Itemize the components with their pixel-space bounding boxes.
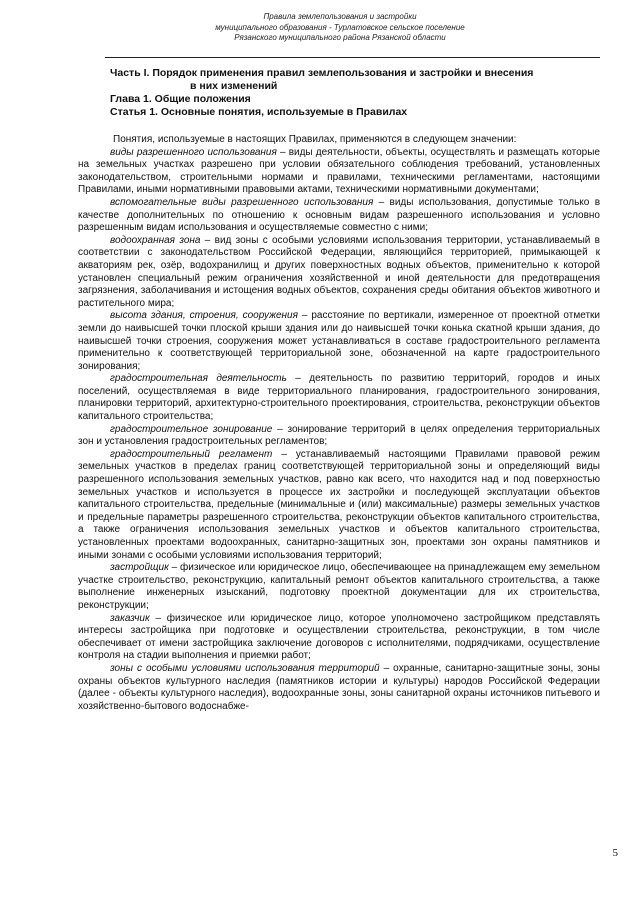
definition-text: – охранные, санитарно-защитные зоны, зоны охраны объектов культурного наследия (памятников истории и культуры) народов Российской Федерации (далее - объекты культурного наследия), водоохранные зоны, зоны санитарной охраны источников питьевого и хозяйственно-бытового водоснабже- xyxy=(78,662,600,712)
part-heading xyxy=(110,67,600,93)
definition-term: градостроительная деятельность xyxy=(110,373,287,385)
definition-text: – вид зоны с особыми условиями использования территории, устанавливаемый в соответствии с законодательством Российской Федерации, являющийся территорией, примыкающей к акваториям рек, озёр, водохранилищ и других поверхностных водных объектов, применительно к которой установлен специальный режим ограничения хозяйственной и иной деятельности для предотвращения загрязнения, заболачивания и истощения водных объектов, сохранения среды обитания объектов животного и растительного мира; xyxy=(78,234,600,309)
definition-term: высота здания, строения, сооружения xyxy=(110,310,298,322)
definition-paragraph xyxy=(78,449,600,562)
part-heading-line-1: Часть I. Порядок применения правил землепользования и застройки и внесения xyxy=(110,67,534,79)
definition-term: зоны с особыми условиями использования территорий xyxy=(110,662,380,674)
definition-term: градостроительный регламент xyxy=(110,448,273,460)
definition-term: виды разрешенного использования xyxy=(110,146,277,158)
definition-text: – расстояние по вертикали, измеренное от проектной отметки земли до наивысшей точки плоской крыши здания или до наивысшей точки конька скатной крыши здания, до наивысшей точки строения, сооружения может устанавливаться в составе градостроительного регламента применительно к соответствующей территориальной зоне, обозначенной на карте градостроительного зонирования; xyxy=(78,310,600,372)
section-headings xyxy=(110,67,600,119)
intro-paragraph: Понятия, используемые в настоящих Правилах, применяются в следующем значении: xyxy=(113,134,517,145)
part-heading-line-2: в них изменений xyxy=(190,80,278,92)
definition-term: заказчик xyxy=(110,612,150,624)
article-heading: Статья 1. Основные понятия, используемые в Правилах xyxy=(110,106,408,118)
definition-text: – физическое или юридическое лицо, обеспечивающее на принадлежащем ему земельном участке строительство, реконструкцию, капитальный ремонт объектов капитального строительства, а также выполнение инженерных изысканий, подготовку проектной документации для их строительства, реконструкции; xyxy=(78,562,600,611)
definition-paragraph xyxy=(78,663,600,713)
definition-term: застройщик xyxy=(110,562,169,574)
definition-text: – виды деятельности, объекты, осуществлять и размещать которые на земельных участках разрешено при условии обязательного соблюдения требований, установленных законодательством, строительными нормами и правилами, техническими регламентами, настоящими Правилами, иными нормативными правовыми актами, техническими нормативными документами; xyxy=(78,146,600,196)
definition-term: вспомогательные виды разрешенного использования xyxy=(110,196,374,208)
definition-paragraph xyxy=(78,197,600,235)
definition-paragraph xyxy=(78,424,600,449)
definition-paragraph xyxy=(78,562,600,612)
definition-text: – виды использования, допустимые только в качестве дополнительных по отношению к основным видам разрешенного использования и условно разрешенным видам использования и осуществляемые совместно с ними; xyxy=(78,196,601,234)
page-number: 5 xyxy=(612,847,618,859)
header-line-3: Рязанского муниципального района Рязанской области xyxy=(234,33,446,42)
header-divider xyxy=(105,57,600,58)
definition-paragraph xyxy=(78,235,600,311)
header-line-2: муниципального образования - Турлатовское сельское поселение xyxy=(215,22,465,32)
definition-paragraph xyxy=(78,613,600,663)
definition-paragraph xyxy=(78,373,600,423)
definition-text: – деятельность по развитию территорий, городов и иных поселений, осуществляемая в виде территориального планирования, градостроительного зонирования, планировки территорий, архитектурно-строительного проектирования, строительства, реконструкции объектов капитального строительства; xyxy=(78,373,600,423)
running-header xyxy=(150,12,530,44)
header-line-1: Правила землепользования и застройки xyxy=(263,12,417,21)
definition-term: водоохранная зона xyxy=(110,234,201,246)
document-body xyxy=(78,134,600,713)
definition-term: градостроительное зонирование xyxy=(110,423,273,435)
definition-paragraph xyxy=(78,310,600,373)
definition-paragraph xyxy=(78,147,600,197)
chapter-heading: Глава 1. Общие положения xyxy=(110,93,251,105)
definition-text: – физическое или юридическое лицо, которое уполномочено застройщиком представлять интересы застройщика при подготовке и осуществлении строительства, реконструкции, в том числе обеспечивает от имени застройщика заключение договоров с исполнителями, подрядчиками, осуществление контроля на стадии выполнения и приемки работ; xyxy=(78,612,600,662)
definition-text: – устанавливаемый настоящими Правилами правовой режим земельных участков в пределах границ соответствующей территориальной зоны и определяющий виды разрешенного использования земельных участков, равно как всего, что находится над и под поверхностью земельных участков и используется в процессе их застройки и последующей эксплуатации объектов капитального строительства, предельные (минимальные и (или) максимальные) размеры земельных участков и предельные параметры разрешенного строительства, реконструкции объектов капитального строительства, а также ограничения использования земельных участков и объектов капитального строительства, установленных проектами водоохранных, санитарно-защитных зон, проектами зон охраны памятников и иными зонами с особыми условиями использования территорий; xyxy=(78,448,600,561)
definition-text: – зонирование территорий в целях определения территориальных зон и установления градостроительных регламентов; xyxy=(78,423,600,448)
